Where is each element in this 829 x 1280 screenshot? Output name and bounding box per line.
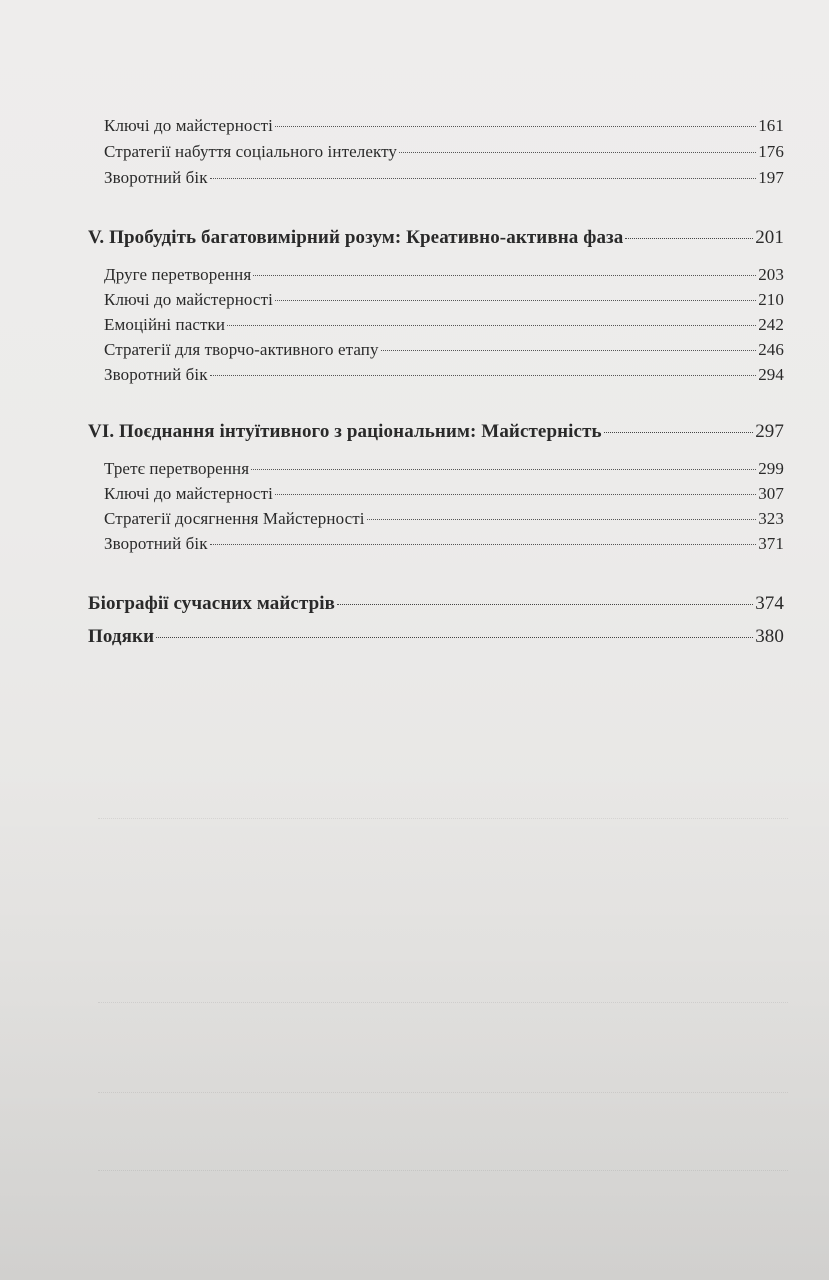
toc-entry-title: Третє перетворення xyxy=(104,459,250,478)
dot-leader xyxy=(210,178,757,179)
toc-entry-title: Емоційні пастки xyxy=(104,315,226,334)
toc-entry[interactable] xyxy=(104,365,784,385)
page-shadow xyxy=(0,760,829,1280)
toc-entry-title: Зворотний бік xyxy=(104,365,208,384)
dot-leader xyxy=(399,152,756,153)
dot-leader xyxy=(275,494,756,495)
toc-entry-page: 323 xyxy=(758,509,784,528)
toc-entry-page: 294 xyxy=(758,365,784,384)
chapter-page: 297 xyxy=(755,421,784,442)
dot-leader xyxy=(227,325,756,326)
dot-leader xyxy=(210,375,757,376)
toc-entry-page: 161 xyxy=(758,116,784,135)
toc-entry-page: 197 xyxy=(758,168,784,187)
toc-acknowledgements[interactable] xyxy=(88,626,784,648)
toc-entry-title: Ключі до майстерності xyxy=(104,116,273,135)
toc-entry-page: 203 xyxy=(758,265,784,284)
toc-entry[interactable] xyxy=(104,534,784,554)
toc-entry-title: Зворотний бік xyxy=(104,168,208,187)
toc-entry[interactable] xyxy=(104,168,784,188)
toc-entry[interactable] xyxy=(104,290,784,310)
toc-entry-page: 176 xyxy=(758,142,784,161)
dot-leader xyxy=(251,469,756,470)
toc-entry-page: 242 xyxy=(758,315,784,334)
toc-entry-page: 307 xyxy=(758,484,784,503)
chapter-title: V. Пробудіть багатовимірний розум: Креативно-активна фаза xyxy=(88,227,624,248)
toc-entry-title: Ключі до майстерності xyxy=(104,290,273,309)
dot-leader xyxy=(625,238,753,239)
bleed-through-line xyxy=(98,818,788,819)
bleed-through-line xyxy=(98,1002,788,1003)
toc-entry-title: Ключі до майстерності xyxy=(104,484,273,503)
toc-entry[interactable] xyxy=(104,265,784,285)
toc-entry-page: 210 xyxy=(758,290,784,309)
toc-entry[interactable] xyxy=(104,509,784,529)
toc-entry[interactable] xyxy=(104,315,784,335)
dot-leader xyxy=(156,637,753,638)
chapter-page: 201 xyxy=(755,227,784,248)
dot-leader xyxy=(275,126,756,127)
chapter-title: VI. Поєднання інтуїтивного з раціональним: Майстерність xyxy=(88,421,602,442)
toc-entry[interactable] xyxy=(104,459,784,479)
toc-chapter-5[interactable] xyxy=(88,227,784,249)
toc-entry-title: Зворотний бік xyxy=(104,534,208,553)
bleed-through-line xyxy=(98,1170,788,1171)
dot-leader xyxy=(381,350,757,351)
dot-leader xyxy=(367,519,757,520)
toc-entry-page: 371 xyxy=(758,534,784,553)
toc-entry[interactable] xyxy=(104,340,784,360)
toc-entry-title: Стратегії для творчо-активного етапу xyxy=(104,340,379,359)
toc-entry-page: 299 xyxy=(758,459,784,478)
toc-entry-title: Друге перетворення xyxy=(104,265,252,284)
dot-leader xyxy=(337,604,753,605)
toc-entry-title: Стратегії набуття соціального інтелекту xyxy=(104,142,398,161)
toc-entry[interactable] xyxy=(104,142,784,162)
bleed-through-line xyxy=(98,1092,788,1093)
dot-leader xyxy=(275,300,756,301)
chapter-page: 380 xyxy=(755,626,784,647)
chapter-page: 374 xyxy=(755,593,784,614)
toc-entry-title: Стратегії досягнення Майстерності xyxy=(104,509,365,528)
chapter-title: Біографії сучасних майстрів xyxy=(88,593,336,614)
toc-entry[interactable] xyxy=(104,484,784,504)
toc-biographies[interactable] xyxy=(88,593,784,615)
toc-entry-page: 246 xyxy=(758,340,784,359)
dot-leader xyxy=(604,432,754,433)
chapter-title: Подяки xyxy=(88,626,155,647)
dot-leader xyxy=(210,544,757,545)
toc-entry[interactable] xyxy=(104,116,784,136)
dot-leader xyxy=(253,275,756,276)
toc-chapter-6[interactable] xyxy=(88,421,784,443)
